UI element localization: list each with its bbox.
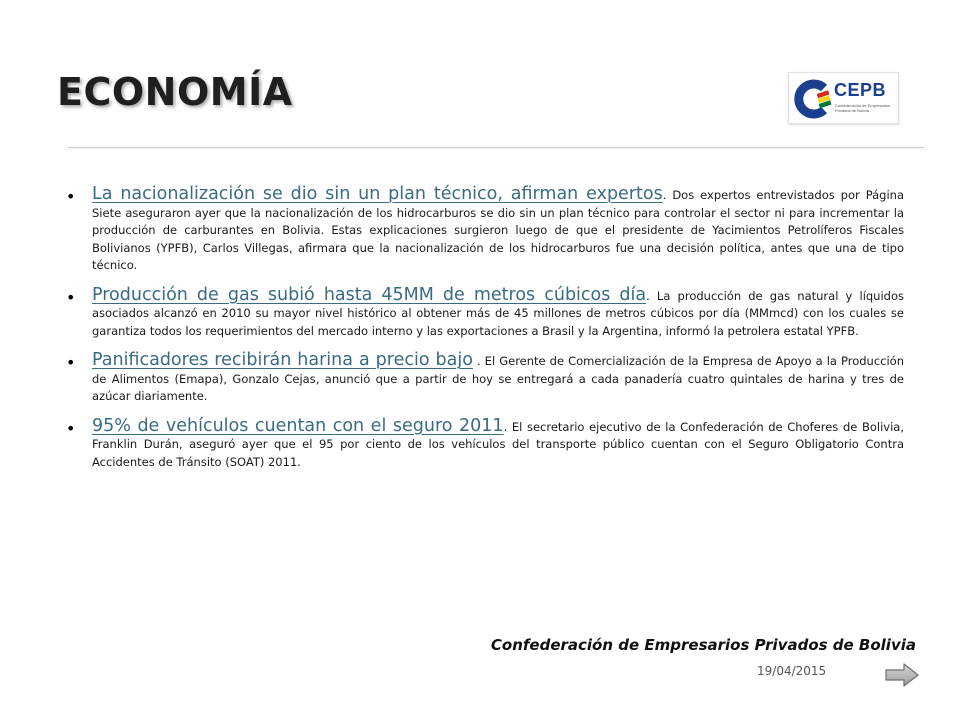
news-headline-link[interactable]: La nacionalización se dio sin un plan técnico, afirman expertos [92, 184, 663, 204]
cepb-logo [788, 72, 899, 124]
logo-subtext: Confederación de Empresarios Privados de Bolivia [835, 103, 891, 113]
news-body: . Dos expertos entrevistados por Página Siete aseguraron ayer que la nacionalización de los hidrocarburos se dio sin un plan técnico para controlar el sector ni para incrementar la producción de carburantes en Bolivia. Estas explicaciones surgieron luego de que el presidente de Yacimientos Petrolíferos Fiscales Bolivianos (YPFB), Carlos Villegas, afirmara que la nacionalización de los hidrocarburos fue una decisión política, antes que una de tipo técnico. [92, 188, 904, 272]
news-body: . El secretario ejecutivo de la Confederación de Choferes de Bolivia, Franklin Durán, aseguró ayer que el 95 por ciento de los vehículos del transporte público cuentan con el Seguro Obligatorio Contra Accidentes de Tránsito (SOAT) 2011. [92, 419, 904, 469]
logo-text: CEPB [834, 80, 887, 100]
bullet: • [66, 418, 76, 438]
bullet: • [66, 187, 76, 206]
logo-emblem-icon [793, 79, 833, 119]
news-body: . La producción de gas natural y líquidos asociados alcanzó en 2010 su mayor nivel histórico al obtener más de 45 millones de metros cúbicos por día (MMmcd) con los cuales se garantiza todos los requerimientos del mercado interno y las exportaciones a Brasil y la Argentina, informó la petrolera estatal YPFB. [92, 288, 904, 338]
header-divider [68, 147, 924, 148]
bullet: • [66, 287, 76, 307]
news-headline-link[interactable]: Panificadores recibirán harina a precio bajo [92, 350, 473, 370]
news-item [66, 186, 904, 275]
slide-title: ECONOMÍA [57, 70, 293, 114]
bullet: • [66, 353, 76, 372]
arrow-right-icon[interactable] [884, 662, 920, 692]
footer-date: 19/04/2015 [757, 664, 827, 678]
news-item [66, 284, 904, 341]
news-headline-link[interactable]: Producción de gas subió hasta 45MM de metros cúbicos día [92, 284, 647, 305]
news-list [66, 186, 904, 483]
news-item [66, 415, 904, 472]
news-item [66, 352, 904, 406]
news-body: . El Gerente de Comercialización de la Empresa de Apoyo a la Producción de Alimentos (Emapa), Gonzalo Cejas, anunció que a partir de hoy se entregará a cada panadería cuatro quintales de harina y tres de azúcar diariamente. [92, 354, 904, 403]
footer-organization: Confederación de Empresarios Privados de Bolivia [490, 636, 916, 654]
news-headline-link[interactable]: 95% de vehículos cuentan con el seguro 2011 [92, 415, 504, 436]
